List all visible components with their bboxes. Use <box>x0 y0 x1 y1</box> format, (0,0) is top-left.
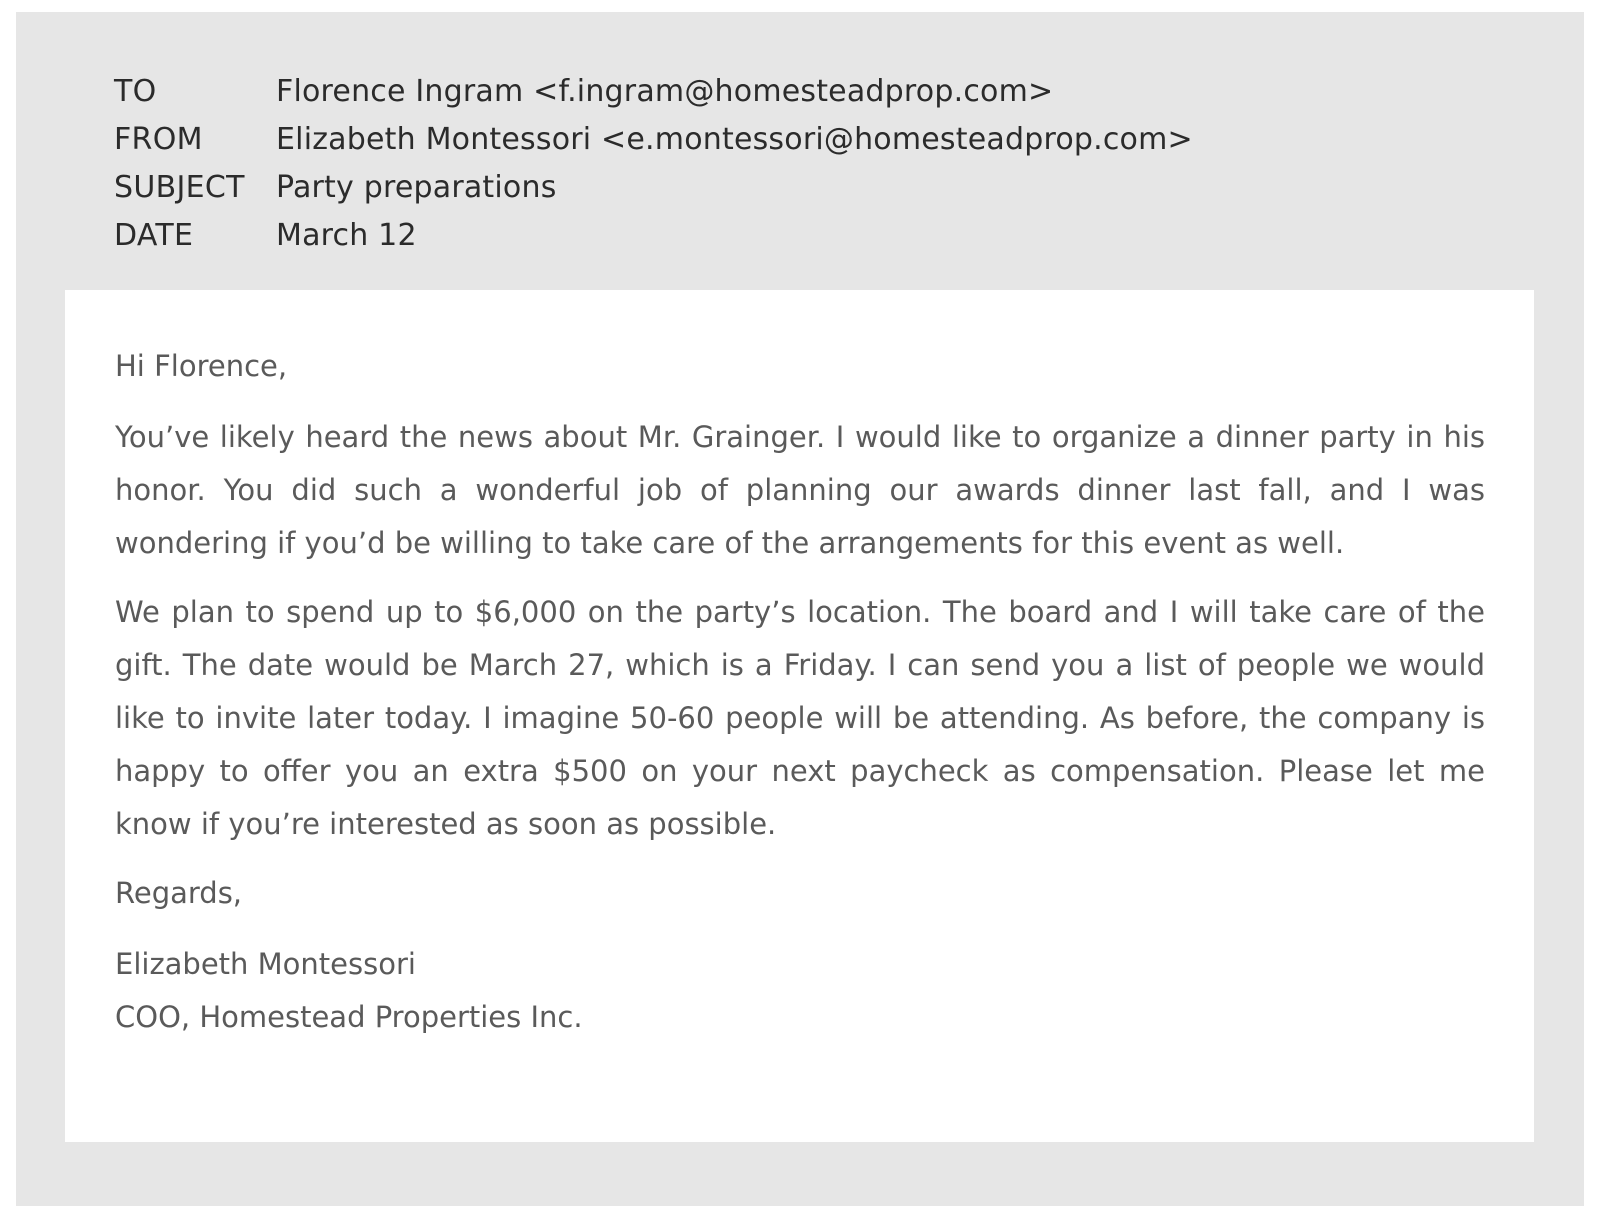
signature-name: Elizabeth Montessori <box>115 947 416 981</box>
date-value: March 12 <box>276 218 417 253</box>
to-row <box>114 68 1193 116</box>
paragraph-2: We plan to spend up to $6,000 on the party’s location. The board and I will take care of the gift. The date would be March 27, which is a Friday. I can send you a list of people we would like to invite later today. I imagine 50-60 people will be attending. As before, the company is happy to offer you an extra $500 on your next paycheck as compensation. Please let me know if you’re interested as soon as possible. <box>115 595 1485 841</box>
email-body <box>115 340 1485 1044</box>
from-value: Elizabeth Montessori <e.montessori@homesteadprop.com> <box>276 122 1193 157</box>
signature-title: COO, Homestead Properties Inc. <box>115 1000 583 1034</box>
date-row <box>114 212 1193 260</box>
email-header <box>114 68 1193 260</box>
from-row <box>114 116 1193 164</box>
from-label: FROM <box>114 122 203 157</box>
to-value: Florence Ingram <f.ingram@homesteadprop.com> <box>276 74 1054 109</box>
subject-label: SUBJECT <box>114 170 245 205</box>
greeting: Hi Florence, <box>115 349 288 383</box>
date-label: DATE <box>114 218 194 253</box>
to-label: TO <box>114 74 157 109</box>
email-body-card <box>65 290 1534 1142</box>
closing: Regards, <box>115 876 243 910</box>
paragraph-1: You’ve likely heard the news about Mr. Grainger. I would like to organize a dinner party in his honor. You did such a wonderful job of planning our awards dinner last fall, and I was wondering if you’d be willing to take care of the arrangements for this event as well. <box>115 420 1485 560</box>
subject-row <box>114 164 1193 212</box>
subject-value: Party preparations <box>276 170 557 205</box>
